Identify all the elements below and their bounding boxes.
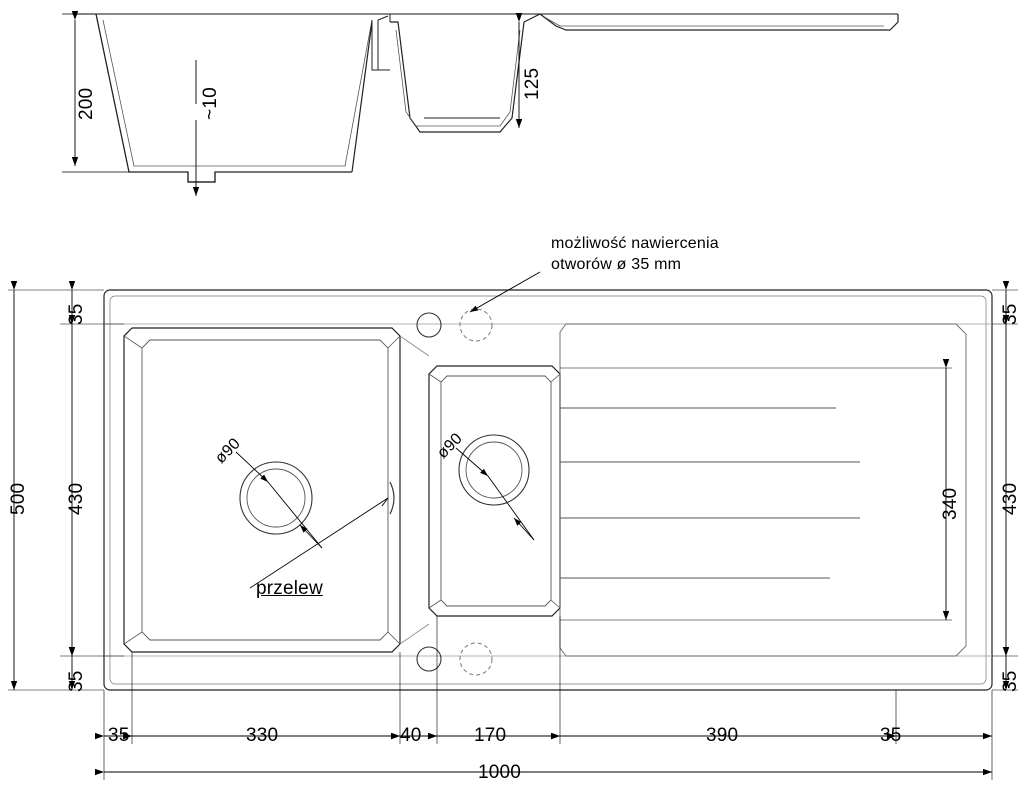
dim-label-thickness: ~10 — [200, 87, 221, 120]
dims-bottom — [104, 616, 992, 780]
dim-label-overall-width: 1000 — [478, 762, 522, 783]
dim-label-inner-height-left: 430 — [66, 482, 87, 515]
label-overflow: przelew — [256, 578, 323, 599]
note-drill-holes: możliwość nawiercenia otworów ø 35 mm — [551, 235, 719, 273]
label-drain-second: ø90 — [434, 430, 466, 463]
dim-label-right-margin: 35 — [880, 725, 902, 746]
dim-label-second-bowl-width: 170 — [474, 725, 507, 746]
dim-label-second-bowl-height: 340 — [940, 487, 961, 520]
dim-label-bottom-margin: 35 — [66, 670, 87, 692]
dim-label-depth-125: 125 — [522, 67, 543, 100]
dim-label-bottom-margin-right: 35 — [1000, 670, 1021, 692]
top-view-group — [104, 290, 992, 690]
dim-label-depth-200: 200 — [76, 87, 97, 120]
dim-label-gap: 40 — [400, 725, 422, 746]
label-drain-main: ø90 — [212, 435, 244, 468]
dim-label-main-bowl-width: 330 — [246, 725, 279, 746]
dim-label-left-margin: 35 — [108, 725, 130, 746]
dim-label-top-margin: 35 — [66, 303, 87, 325]
dim-label-height-500: 500 — [8, 482, 29, 515]
dim-label-drainer-width: 390 — [706, 725, 739, 746]
dim-label-inner-height-right: 430 — [1000, 482, 1021, 515]
dim-label-top-margin-right: 35 — [1000, 303, 1021, 325]
